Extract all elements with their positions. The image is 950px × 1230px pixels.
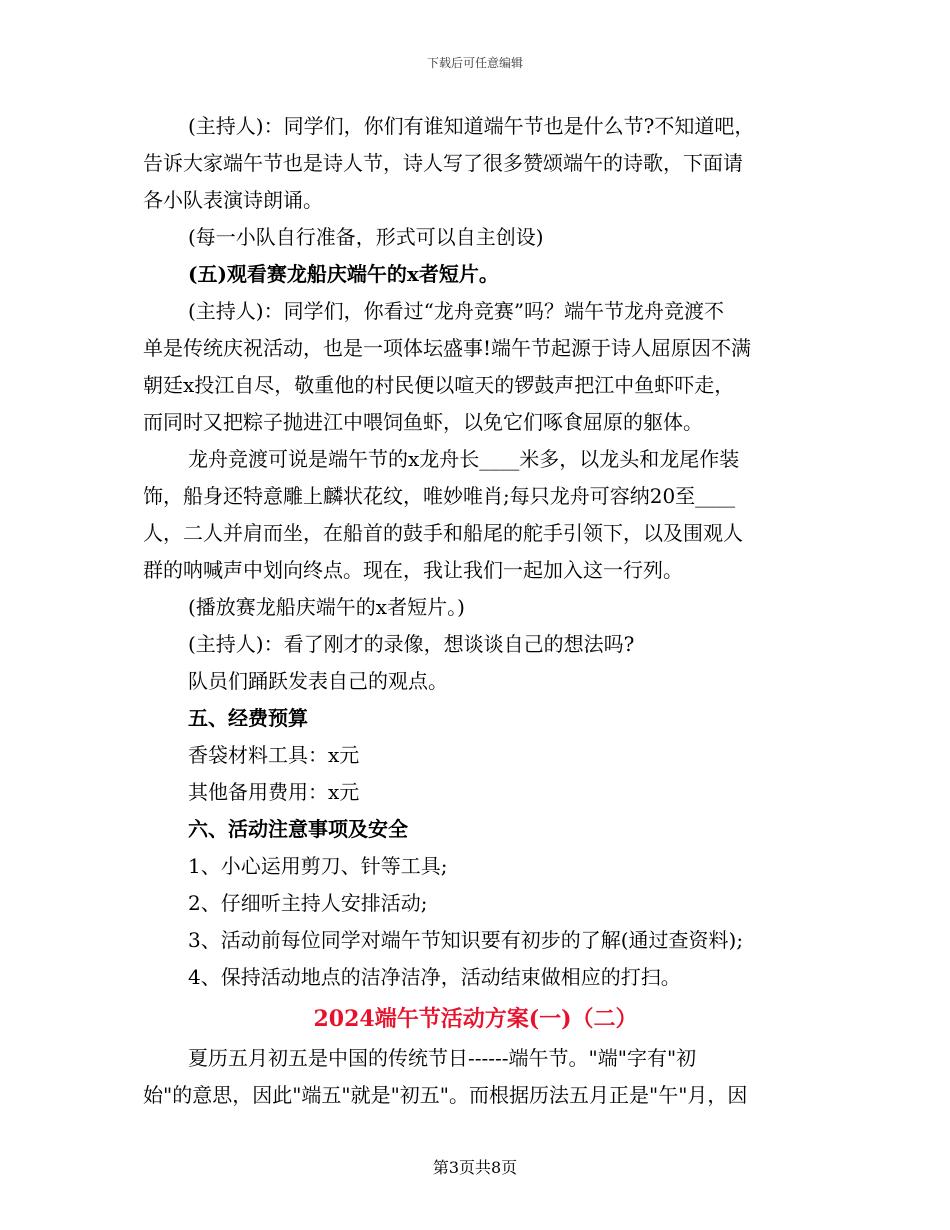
paragraph-line: (主持人)：同学们，你们有谁知道端午节也是什么节?不知道吧， xyxy=(188,114,755,138)
list-item: 3、活动前每位同学对端午节知识要有初步的了解(通过查资料); xyxy=(188,928,744,952)
list-item: 2、仔细听主持人安排活动; xyxy=(188,891,428,915)
paragraph-line: 而同时又把粽子抛进江中喂饲鱼虾，以免它们啄食屈原的躯体。 xyxy=(143,410,703,434)
section-heading-safety: 六、活动注意事项及安全 xyxy=(188,817,408,841)
paragraph-line: (每一小队自行准备，形式可以自主创设) xyxy=(188,225,544,249)
list-item: 香袋材料工具：x元 xyxy=(188,743,360,767)
paragraph-line: 各小队表演诗朗诵。 xyxy=(143,188,323,212)
paragraph-line: 人，二人并肩而坐，在船首的鼓手和船尾的舵手引领下，以及围观人 xyxy=(143,521,743,545)
paragraph-line: 群的呐喊声中划向终点。现在，我让我们一起加入这一行列。 xyxy=(143,558,683,582)
paragraph-line: 始"的意思，因此"端五"就是"初五"。而根据历法五月正是"午"月，因 xyxy=(143,1083,748,1107)
paragraph-line: (主持人)：同学们，你看过“龙舟竞赛”吗？端午节龙舟竞渡不 xyxy=(188,299,725,323)
paragraph-line: 夏历五月初五是中国的传统节日------端午节。"端"字有"初 xyxy=(188,1046,697,1070)
paragraph-line: (播放赛龙船庆端午的x者短片。) xyxy=(188,595,465,619)
paragraph-line: 饰，船身还特意雕上麟状花纹，唯妙唯肖;每只龙舟可容纳20至____ xyxy=(143,484,736,508)
list-item: 其他备用费用：x元 xyxy=(188,780,360,804)
paragraph-line: (主持人)：看了刚才的录像，想谈谈自己的想法吗? xyxy=(188,632,635,656)
paragraph-line: 队员们踊跃发表自己的观点。 xyxy=(188,669,448,693)
list-item: 4、保持活动地点的洁净洁净，活动结束做相应的打扫。 xyxy=(188,965,681,989)
document-body xyxy=(143,108,808,1114)
page-footer: 第3页共8页 xyxy=(432,1158,518,1177)
page-header: 下载后可任意编辑 xyxy=(426,56,523,70)
document-title: 2024端午节活动方案(一)（二） xyxy=(313,1006,638,1032)
paragraph-line: 单是传统庆祝活动，也是一项体坛盛事!端午节起源于诗人屈原因不满 xyxy=(143,336,752,360)
paragraph-line: 龙舟竞渡可说是端午节的x龙舟长____米多，以龙头和龙尾作装 xyxy=(188,447,740,471)
paragraph-line: 朝廷x投江自尽，敬重他的村民便以喧天的锣鼓声把江中鱼虾吓走， xyxy=(143,373,735,397)
paragraph-line: 告诉大家端午节也是诗人节，诗人写了很多赞颂端午的诗歌，下面请 xyxy=(143,151,743,175)
subsection-heading: (五)观看赛龙船庆端午的x者短片。 xyxy=(188,262,499,286)
list-item: 1、小心运用剪刀、针等工具; xyxy=(188,854,448,878)
section-heading-budget: 五、经费预算 xyxy=(188,706,308,730)
